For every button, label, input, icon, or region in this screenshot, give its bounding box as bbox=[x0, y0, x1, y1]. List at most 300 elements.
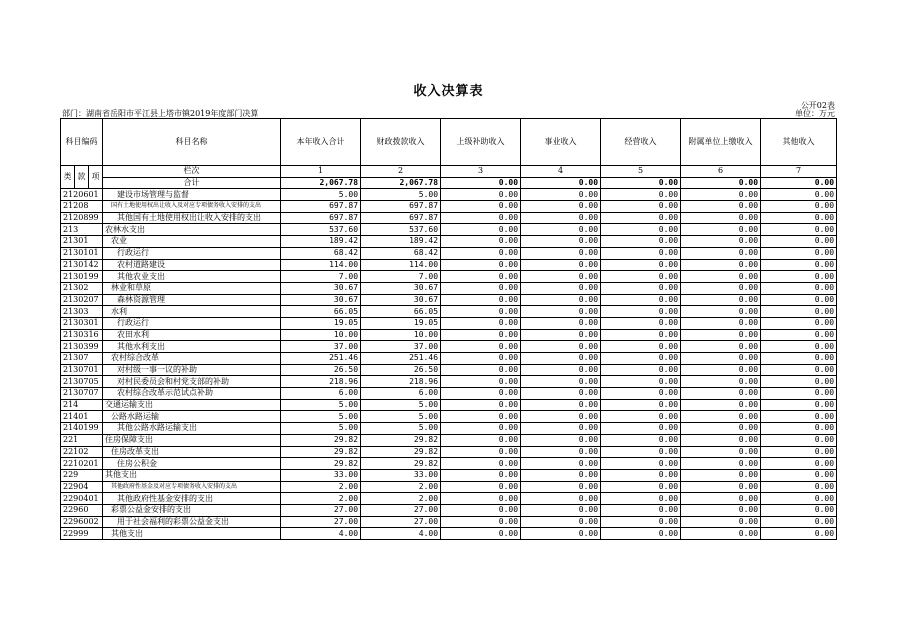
row-value: 251.46 bbox=[361, 353, 441, 365]
row-value: 0.00 bbox=[521, 364, 601, 376]
row-name: 其他国有土地使用权出让收入安排的支出 bbox=[103, 212, 281, 224]
row-value: 0.00 bbox=[521, 516, 601, 528]
row-name: 农村综合改革示范试点补助 bbox=[103, 388, 281, 400]
row-value: 0.00 bbox=[761, 212, 837, 224]
table-row bbox=[61, 201, 837, 213]
row-value: 0.00 bbox=[681, 317, 761, 329]
row-value: 0.00 bbox=[521, 306, 601, 318]
row-value: 0.00 bbox=[521, 411, 601, 423]
row-name: 农村综合改革 bbox=[103, 353, 281, 365]
row-value: 0.00 bbox=[441, 201, 521, 213]
row-name: 其他政府性基金及对应专项债务收入安排的支出 bbox=[103, 481, 281, 493]
row-name: 行政运行 bbox=[103, 317, 281, 329]
table-row bbox=[61, 481, 837, 493]
row-value: 0.00 bbox=[601, 294, 681, 306]
row-value: 68.42 bbox=[281, 247, 361, 259]
row-code: 21301 bbox=[61, 236, 103, 248]
row-value: 0.00 bbox=[521, 247, 601, 259]
row-code: 21307 bbox=[61, 353, 103, 365]
row-name: 其他水利支出 bbox=[103, 341, 281, 353]
row-value: 189.42 bbox=[281, 236, 361, 248]
row-value: 29.82 bbox=[361, 458, 441, 470]
row-value: 0.00 bbox=[681, 201, 761, 213]
row-value: 0.00 bbox=[601, 259, 681, 271]
row-value: 697.87 bbox=[281, 201, 361, 213]
row-code: 21208 bbox=[61, 201, 103, 213]
row-value: 5.00 bbox=[281, 411, 361, 423]
row-value: 0.00 bbox=[441, 446, 521, 458]
total-value: 2,067.78 bbox=[361, 177, 441, 189]
header-code: 科目编码 bbox=[61, 119, 103, 166]
row-value: 0.00 bbox=[441, 341, 521, 353]
row-value: 0.00 bbox=[521, 528, 601, 540]
row-name: 其他农业支出 bbox=[103, 271, 281, 283]
row-value: 2.00 bbox=[361, 493, 441, 505]
row-value: 0.00 bbox=[441, 224, 521, 236]
row-value: 0.00 bbox=[681, 341, 761, 353]
row-value: 0.00 bbox=[601, 516, 681, 528]
row-name: 住房保障支出 bbox=[103, 434, 281, 446]
row-value: 0.00 bbox=[601, 481, 681, 493]
row-value: 29.82 bbox=[361, 446, 441, 458]
row-value: 0.00 bbox=[761, 504, 837, 516]
row-value: 0.00 bbox=[601, 399, 681, 411]
row-code: 21401 bbox=[61, 411, 103, 423]
row-value: 7.00 bbox=[361, 271, 441, 283]
col-no-7: 7 bbox=[761, 166, 837, 178]
row-value: 0.00 bbox=[601, 423, 681, 435]
row-value: 0.00 bbox=[441, 423, 521, 435]
total-value: 0.00 bbox=[761, 177, 837, 189]
table-row bbox=[61, 282, 837, 294]
row-value: 0.00 bbox=[441, 376, 521, 388]
row-value: 0.00 bbox=[761, 224, 837, 236]
row-code: 2130316 bbox=[61, 329, 103, 341]
row-code: 213 bbox=[61, 224, 103, 236]
row-value: 29.82 bbox=[281, 434, 361, 446]
row-value: 0.00 bbox=[681, 271, 761, 283]
row-value: 0.00 bbox=[441, 247, 521, 259]
row-value: 0.00 bbox=[601, 236, 681, 248]
row-value: 10.00 bbox=[361, 329, 441, 341]
table-row bbox=[61, 434, 837, 446]
row-value: 697.87 bbox=[361, 201, 441, 213]
row-value: 6.00 bbox=[281, 388, 361, 400]
table-row bbox=[61, 329, 837, 341]
row-value: 0.00 bbox=[441, 434, 521, 446]
row-value: 0.00 bbox=[521, 341, 601, 353]
row-value: 0.00 bbox=[521, 504, 601, 516]
total-value: 0.00 bbox=[601, 177, 681, 189]
row-value: 0.00 bbox=[681, 388, 761, 400]
row-value: 33.00 bbox=[361, 469, 441, 481]
table-row bbox=[61, 376, 837, 388]
row-code: 2130199 bbox=[61, 271, 103, 283]
row-value: 27.00 bbox=[281, 504, 361, 516]
row-value: 0.00 bbox=[441, 458, 521, 470]
row-code: 2120601 bbox=[61, 189, 103, 201]
header-kuan: 款 bbox=[75, 166, 89, 189]
row-value: 0.00 bbox=[681, 469, 761, 481]
row-value: 5.00 bbox=[361, 411, 441, 423]
row-name: 农村道路建设 bbox=[103, 259, 281, 271]
income-table bbox=[60, 118, 837, 540]
row-value: 0.00 bbox=[681, 353, 761, 365]
row-value: 0.00 bbox=[441, 212, 521, 224]
row-value: 0.00 bbox=[681, 259, 761, 271]
row-value: 0.00 bbox=[761, 306, 837, 318]
row-value: 0.00 bbox=[441, 353, 521, 365]
row-value: 0.00 bbox=[601, 469, 681, 481]
table-row bbox=[61, 528, 837, 540]
table-row bbox=[61, 212, 837, 224]
row-value: 0.00 bbox=[761, 189, 837, 201]
row-value: 5.00 bbox=[361, 189, 441, 201]
row-value: 19.05 bbox=[361, 317, 441, 329]
total-value: 0.00 bbox=[441, 177, 521, 189]
row-name: 森林资源管理 bbox=[103, 294, 281, 306]
row-value: 0.00 bbox=[601, 224, 681, 236]
row-value: 19.05 bbox=[281, 317, 361, 329]
row-value: 0.00 bbox=[761, 364, 837, 376]
row-value: 0.00 bbox=[441, 388, 521, 400]
row-value: 0.00 bbox=[601, 411, 681, 423]
row-name: 行政运行 bbox=[103, 247, 281, 259]
col-no-6: 6 bbox=[681, 166, 761, 178]
row-code: 22904 bbox=[61, 481, 103, 493]
row-code: 2120899 bbox=[61, 212, 103, 224]
table-row bbox=[61, 224, 837, 236]
table-row bbox=[61, 236, 837, 248]
row-value: 0.00 bbox=[441, 364, 521, 376]
row-name: 农林水支出 bbox=[103, 224, 281, 236]
header-superior: 上级补助收入 bbox=[441, 119, 521, 166]
row-value: 0.00 bbox=[521, 294, 601, 306]
row-code: 2130705 bbox=[61, 376, 103, 388]
row-value: 0.00 bbox=[761, 516, 837, 528]
row-value: 0.00 bbox=[681, 306, 761, 318]
col-no-4: 4 bbox=[521, 166, 601, 178]
row-value: 0.00 bbox=[681, 399, 761, 411]
row-value: 5.00 bbox=[361, 423, 441, 435]
row-value: 0.00 bbox=[521, 376, 601, 388]
col-no-3: 3 bbox=[441, 166, 521, 178]
row-name: 国有土地使用权出让收入及对应专项债务收入安排的支出 bbox=[103, 201, 281, 213]
row-name: 其他公路水路运输支出 bbox=[103, 423, 281, 435]
row-value: 0.00 bbox=[441, 399, 521, 411]
row-value: 0.00 bbox=[441, 528, 521, 540]
row-value: 33.00 bbox=[281, 469, 361, 481]
row-value: 27.00 bbox=[361, 504, 441, 516]
row-code: 2210201 bbox=[61, 458, 103, 470]
row-value: 218.96 bbox=[361, 376, 441, 388]
row-value: 0.00 bbox=[761, 376, 837, 388]
row-value: 5.00 bbox=[281, 189, 361, 201]
row-value: 0.00 bbox=[681, 528, 761, 540]
row-value: 0.00 bbox=[761, 399, 837, 411]
row-value: 0.00 bbox=[681, 212, 761, 224]
row-code: 2130701 bbox=[61, 364, 103, 376]
table-row bbox=[61, 504, 837, 516]
row-value: 66.05 bbox=[361, 306, 441, 318]
row-value: 0.00 bbox=[681, 504, 761, 516]
table-row bbox=[61, 493, 837, 505]
row-value: 0.00 bbox=[521, 282, 601, 294]
row-value: 0.00 bbox=[441, 329, 521, 341]
row-value: 0.00 bbox=[681, 434, 761, 446]
row-value: 0.00 bbox=[441, 306, 521, 318]
row-value: 0.00 bbox=[681, 282, 761, 294]
total-value: 2,067.78 bbox=[281, 177, 361, 189]
row-value: 0.00 bbox=[521, 271, 601, 283]
row-value: 0.00 bbox=[761, 411, 837, 423]
row-value: 0.00 bbox=[521, 399, 601, 411]
row-code: 2140199 bbox=[61, 423, 103, 435]
table-body bbox=[61, 189, 837, 540]
row-value: 0.00 bbox=[601, 271, 681, 283]
row-value: 27.00 bbox=[361, 516, 441, 528]
row-value: 0.00 bbox=[761, 201, 837, 213]
table-row bbox=[61, 294, 837, 306]
row-value: 0.00 bbox=[521, 469, 601, 481]
row-value: 0.00 bbox=[761, 259, 837, 271]
row-value: 218.96 bbox=[281, 376, 361, 388]
row-value: 0.00 bbox=[681, 411, 761, 423]
row-name: 农业 bbox=[103, 236, 281, 248]
header-name: 科目名称 bbox=[103, 119, 281, 166]
row-value: 0.00 bbox=[761, 493, 837, 505]
row-value: 0.00 bbox=[681, 481, 761, 493]
row-code: 229 bbox=[61, 469, 103, 481]
row-value: 0.00 bbox=[521, 224, 601, 236]
row-value: 0.00 bbox=[681, 364, 761, 376]
row-code: 2130399 bbox=[61, 341, 103, 353]
row-code: 21303 bbox=[61, 306, 103, 318]
row-value: 0.00 bbox=[761, 247, 837, 259]
row-name: 对村民委员会和村党支部的补助 bbox=[103, 376, 281, 388]
row-value: 0.00 bbox=[441, 259, 521, 271]
row-name: 林业和草原 bbox=[103, 282, 281, 294]
row-value: 30.67 bbox=[281, 294, 361, 306]
form-code: 公开02表 bbox=[800, 101, 835, 110]
row-name: 水利 bbox=[103, 306, 281, 318]
row-value: 2.00 bbox=[281, 481, 361, 493]
row-value: 0.00 bbox=[761, 353, 837, 365]
row-value: 37.00 bbox=[361, 341, 441, 353]
row-code: 2290401 bbox=[61, 493, 103, 505]
row-name: 农田水利 bbox=[103, 329, 281, 341]
row-code: 2296002 bbox=[61, 516, 103, 528]
table-row bbox=[61, 446, 837, 458]
row-value: 0.00 bbox=[441, 411, 521, 423]
row-value: 0.00 bbox=[601, 493, 681, 505]
unit-label: 单位：万元 bbox=[795, 109, 835, 118]
header-operating: 经营收入 bbox=[601, 119, 681, 166]
row-name: 住房改革支出 bbox=[103, 446, 281, 458]
department-label: 部门：湖南省岳阳市平江县上塔市镇2019年度部门决算 bbox=[62, 109, 259, 118]
total-value: 0.00 bbox=[681, 177, 761, 189]
row-name: 其他政府性基金安排的支出 bbox=[103, 493, 281, 505]
row-value: 0.00 bbox=[761, 282, 837, 294]
row-value: 0.00 bbox=[601, 376, 681, 388]
row-value: 0.00 bbox=[521, 388, 601, 400]
table-row bbox=[61, 458, 837, 470]
table-row bbox=[61, 399, 837, 411]
header-other: 其他收入 bbox=[761, 119, 837, 166]
row-value: 0.00 bbox=[601, 364, 681, 376]
row-value: 0.00 bbox=[761, 317, 837, 329]
row-value: 37.00 bbox=[281, 341, 361, 353]
row-value: 68.42 bbox=[361, 247, 441, 259]
row-value: 0.00 bbox=[441, 493, 521, 505]
row-value: 0.00 bbox=[601, 317, 681, 329]
row-value: 0.00 bbox=[681, 236, 761, 248]
row-value: 5.00 bbox=[281, 399, 361, 411]
row-value: 0.00 bbox=[601, 201, 681, 213]
row-value: 0.00 bbox=[601, 329, 681, 341]
header-total: 本年收入合计 bbox=[281, 119, 361, 166]
row-value: 0.00 bbox=[441, 271, 521, 283]
row-value: 2.00 bbox=[361, 481, 441, 493]
header-fiscal: 财政拨款收入 bbox=[361, 119, 441, 166]
header-business: 事业收入 bbox=[521, 119, 601, 166]
row-value: 114.00 bbox=[281, 259, 361, 271]
col-no-2: 2 bbox=[361, 166, 441, 178]
row-code: 2130707 bbox=[61, 388, 103, 400]
row-name: 用于社会福利的彩票公益金支出 bbox=[103, 516, 281, 528]
row-code: 214 bbox=[61, 399, 103, 411]
table-row bbox=[61, 516, 837, 528]
row-value: 4.00 bbox=[281, 528, 361, 540]
row-value: 697.87 bbox=[361, 212, 441, 224]
row-value: 0.00 bbox=[761, 236, 837, 248]
row-value: 0.00 bbox=[521, 259, 601, 271]
row-value: 0.00 bbox=[521, 493, 601, 505]
header-xiang: 项 bbox=[89, 166, 103, 189]
row-value: 0.00 bbox=[441, 481, 521, 493]
row-value: 114.00 bbox=[361, 259, 441, 271]
row-value: 0.00 bbox=[441, 282, 521, 294]
row-value: 0.00 bbox=[441, 317, 521, 329]
row-value: 0.00 bbox=[761, 446, 837, 458]
header-lei: 类 bbox=[61, 166, 75, 189]
row-name: 交通运输支出 bbox=[103, 399, 281, 411]
row-value: 10.00 bbox=[281, 329, 361, 341]
row-value: 0.00 bbox=[521, 458, 601, 470]
row-value: 0.00 bbox=[761, 271, 837, 283]
row-value: 0.00 bbox=[521, 317, 601, 329]
row-value: 0.00 bbox=[441, 236, 521, 248]
row-value: 7.00 bbox=[281, 271, 361, 283]
row-name: 其他支出 bbox=[103, 469, 281, 481]
row-value: 30.67 bbox=[281, 282, 361, 294]
col-no-5: 5 bbox=[601, 166, 681, 178]
row-name: 其他支出 bbox=[103, 528, 281, 540]
row-value: 0.00 bbox=[601, 458, 681, 470]
row-value: 0.00 bbox=[441, 516, 521, 528]
row-code: 2130207 bbox=[61, 294, 103, 306]
table-row bbox=[61, 423, 837, 435]
row-value: 0.00 bbox=[441, 504, 521, 516]
table-row bbox=[61, 469, 837, 481]
row-value: 0.00 bbox=[441, 469, 521, 481]
table-row bbox=[61, 353, 837, 365]
row-name: 彩票公益金安排的支出 bbox=[103, 504, 281, 516]
row-value: 29.82 bbox=[281, 458, 361, 470]
row-value: 0.00 bbox=[441, 294, 521, 306]
row-value: 0.00 bbox=[521, 189, 601, 201]
row-value: 0.00 bbox=[681, 458, 761, 470]
header-column-no: 栏次 bbox=[103, 166, 281, 178]
row-value: 30.67 bbox=[361, 294, 441, 306]
row-value: 537.60 bbox=[361, 224, 441, 236]
table-row bbox=[61, 247, 837, 259]
row-value: 0.00 bbox=[601, 388, 681, 400]
row-code: 22102 bbox=[61, 446, 103, 458]
table-row bbox=[61, 388, 837, 400]
row-value: 26.50 bbox=[281, 364, 361, 376]
row-value: 189.42 bbox=[361, 236, 441, 248]
row-value: 0.00 bbox=[681, 446, 761, 458]
row-value: 4.00 bbox=[361, 528, 441, 540]
row-value: 27.00 bbox=[281, 516, 361, 528]
header-affiliated: 附属单位上缴收入 bbox=[681, 119, 761, 166]
row-code: 21302 bbox=[61, 282, 103, 294]
row-value: 0.00 bbox=[761, 423, 837, 435]
row-value: 0.00 bbox=[601, 528, 681, 540]
row-value: 0.00 bbox=[521, 446, 601, 458]
total-label: 合计 bbox=[103, 177, 281, 189]
row-value: 5.00 bbox=[361, 399, 441, 411]
row-value: 0.00 bbox=[681, 224, 761, 236]
row-value: 0.00 bbox=[521, 329, 601, 341]
row-value: 0.00 bbox=[601, 446, 681, 458]
row-value: 66.05 bbox=[281, 306, 361, 318]
row-value: 26.50 bbox=[361, 364, 441, 376]
row-value: 0.00 bbox=[521, 353, 601, 365]
row-code: 221 bbox=[61, 434, 103, 446]
table-row bbox=[61, 364, 837, 376]
page-title: 收入决算表 bbox=[413, 84, 484, 99]
row-value: 0.00 bbox=[521, 434, 601, 446]
row-value: 697.87 bbox=[281, 212, 361, 224]
row-value: 0.00 bbox=[441, 189, 521, 201]
row-value: 0.00 bbox=[521, 423, 601, 435]
row-value: 0.00 bbox=[681, 189, 761, 201]
row-value: 0.00 bbox=[761, 481, 837, 493]
row-value: 0.00 bbox=[601, 212, 681, 224]
row-value: 0.00 bbox=[761, 528, 837, 540]
row-name: 对村级一事一议的补助 bbox=[103, 364, 281, 376]
row-code: 22999 bbox=[61, 528, 103, 540]
row-value: 6.00 bbox=[361, 388, 441, 400]
row-value: 0.00 bbox=[521, 201, 601, 213]
row-value: 2.00 bbox=[281, 493, 361, 505]
table-row bbox=[61, 259, 837, 271]
row-name: 建设市场管理与监督 bbox=[103, 189, 281, 201]
row-value: 0.00 bbox=[521, 212, 601, 224]
row-value: 0.00 bbox=[601, 282, 681, 294]
row-value: 29.82 bbox=[361, 434, 441, 446]
row-value: 29.82 bbox=[281, 446, 361, 458]
table-row bbox=[61, 189, 837, 201]
table-row bbox=[61, 341, 837, 353]
row-value: 0.00 bbox=[681, 493, 761, 505]
row-value: 0.00 bbox=[681, 376, 761, 388]
row-value: 0.00 bbox=[761, 329, 837, 341]
row-value: 0.00 bbox=[681, 247, 761, 259]
total-value: 0.00 bbox=[521, 177, 601, 189]
